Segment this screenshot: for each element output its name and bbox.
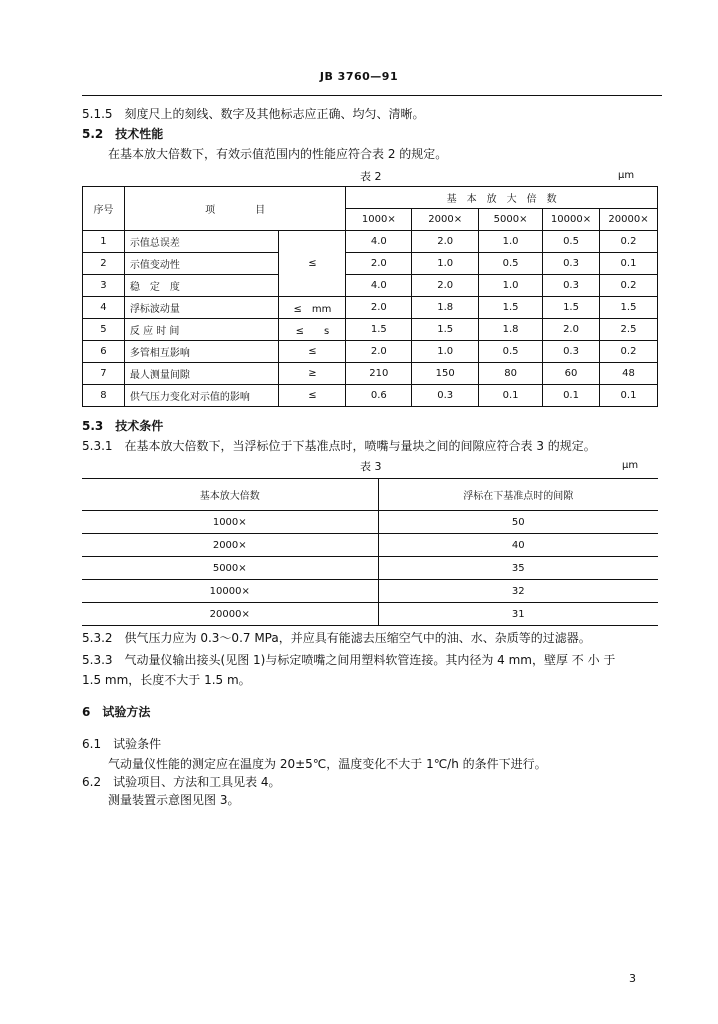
cell-value: 0.2 [599, 341, 657, 363]
table-row [83, 319, 658, 341]
table-row [83, 363, 658, 385]
cell-mag: 10000× [82, 580, 378, 603]
table-row [82, 603, 658, 626]
table2-unit: μm [618, 170, 635, 181]
cell-value: 0.6 [346, 385, 412, 407]
cell-value: 2.0 [543, 319, 600, 341]
table3-caption: 表 3 [360, 460, 382, 473]
cell-mag: 2000× [82, 534, 378, 557]
table-row [82, 534, 658, 557]
cell-value: 0.1 [543, 385, 600, 407]
row-item: 稳 定 度 [124, 275, 279, 297]
clause-5-1-5: 5.1.5 刻度尺上的刻线、数字及其他标志应正确、均匀、清晰。 [82, 107, 425, 121]
cell-value: 1.5 [599, 297, 657, 319]
row-symbol: ≥ [279, 363, 346, 385]
table3-unit: μm [622, 460, 639, 471]
table-row [82, 557, 658, 580]
table-row [83, 231, 658, 253]
table-row [83, 385, 658, 407]
cell-value: 2.0 [346, 297, 412, 319]
row-no: 8 [83, 385, 125, 407]
table3-header-mag: 基本放大倍数 [82, 479, 378, 511]
row-symbol: ≤ s [279, 319, 346, 341]
cell-value: 0.1 [599, 253, 657, 275]
cell-value: 210 [346, 363, 412, 385]
table2-header-no: 序号 [83, 187, 125, 231]
row-no: 4 [83, 297, 125, 319]
clause-6-2-title: 6.2 试验项目、方法和工具见表 4。 [82, 775, 281, 789]
table-row [83, 253, 658, 275]
cell-value: 1.0 [412, 253, 479, 275]
row-symbol: ≤ [279, 341, 346, 363]
table2-header-mag: 2000× [412, 209, 479, 231]
row-item: 最人测量间隙 [124, 363, 279, 385]
cell-value: 2.0 [412, 275, 479, 297]
row-item: 浮标波动量 [124, 297, 279, 319]
row-item: 供气压力变化对示值的影响 [124, 385, 279, 407]
table2-header-group: 基 本 放 大 倍 数 [346, 187, 658, 209]
cell-value: 0.3 [543, 341, 600, 363]
row-no: 3 [83, 275, 125, 297]
row-item: 示值总误差 [124, 231, 279, 253]
table2-header-mag: 10000× [543, 209, 600, 231]
table-row [82, 511, 658, 534]
cell-value: 1.5 [543, 297, 600, 319]
cell-value: 1.8 [412, 297, 479, 319]
row-symbol: ≤ mm [279, 297, 346, 319]
table2-header-mag: 1000× [346, 209, 412, 231]
table-row [83, 341, 658, 363]
cell-value: 80 [479, 363, 543, 385]
table-row [83, 275, 658, 297]
cell-value: 2.0 [346, 253, 412, 275]
table2-header-item: 项 目 [124, 187, 345, 231]
cell-value: 48 [599, 363, 657, 385]
row-item: 多管相互影响 [124, 341, 279, 363]
cell-mag: 1000× [82, 511, 378, 534]
cell-value: 0.3 [543, 275, 600, 297]
table2-header-mag: 5000× [479, 209, 543, 231]
cell-value: 0.1 [479, 385, 543, 407]
cell-value: 0.5 [543, 231, 600, 253]
row-no: 1 [83, 231, 125, 253]
page-number: 3 [629, 972, 636, 985]
cell-value: 2.5 [599, 319, 657, 341]
clause-6-1-title: 6.1 试验条件 [82, 737, 162, 751]
cell-value: 2.0 [412, 231, 479, 253]
cell-value: 1.0 [412, 341, 479, 363]
cell-value: 0.5 [479, 341, 543, 363]
cell-gap: 32 [378, 580, 658, 603]
cell-value: 0.3 [543, 253, 600, 275]
clause-5-3-1: 5.3.1 在基本放大倍数下，当浮标位于下基准点时，喷嘴与量块之间的间隙应符合表 3 的规定。 [82, 439, 596, 453]
cell-value: 1.5 [346, 319, 412, 341]
row-item: 反 应 时 间 [124, 319, 279, 341]
table-row [82, 580, 658, 603]
row-no: 2 [83, 253, 125, 275]
cell-mag: 5000× [82, 557, 378, 580]
cell-value: 4.0 [346, 231, 412, 253]
row-symbol: ≤ [279, 385, 346, 407]
cell-value: 0.1 [599, 385, 657, 407]
clause-6-1-body: 气动量仪性能的测定应在温度为 20±5℃，温度变化不大于 1℃/h 的条件下进行。 [108, 757, 547, 771]
row-no: 6 [83, 341, 125, 363]
row-item: 示值变动性 [124, 253, 279, 275]
document-header: JB 3760—91 [319, 70, 399, 83]
cell-mag: 20000× [82, 603, 378, 626]
cell-value: 1.8 [479, 319, 543, 341]
cell-value: 0.2 [599, 231, 657, 253]
table3-header-gap: 浮标在下基准点时的间隙 [378, 479, 658, 511]
clause-6-2-body: 测量装置示意图见图 3。 [108, 793, 240, 807]
cell-value: 0.5 [479, 253, 543, 275]
cell-value: 150 [412, 363, 479, 385]
cell-value: 4.0 [346, 275, 412, 297]
section-6-title: 6 试验方法 [82, 705, 151, 719]
table-row [83, 297, 658, 319]
row-symbol: ≤ [279, 231, 346, 297]
section-5-2-body: 在基本放大倍数下，有效示值范围内的性能应符合表 2 的规定。 [108, 147, 448, 161]
cell-value: 1.0 [479, 275, 543, 297]
cell-value: 0.2 [599, 275, 657, 297]
table2-header-mag: 20000× [599, 209, 657, 231]
section-5-2-title: 5.2 技术性能 [82, 127, 164, 141]
cell-value: 60 [543, 363, 600, 385]
row-no: 5 [83, 319, 125, 341]
table2 [82, 186, 658, 407]
cell-value: 0.3 [412, 385, 479, 407]
cell-value: 1.0 [479, 231, 543, 253]
cell-gap: 31 [378, 603, 658, 626]
clause-5-3-3-line1: 5.3.3 气动量仪输出接头(见图 1)与标定喷嘴之间用塑料软管连接。其内径为 4 mm，壁厚 不 小 于 [82, 653, 616, 667]
row-no: 7 [83, 363, 125, 385]
header-rule [82, 95, 662, 96]
clause-5-3-3-line2: 1.5 mm，长度不大于 1.5 m。 [82, 673, 251, 687]
cell-gap: 35 [378, 557, 658, 580]
cell-value: 1.5 [412, 319, 479, 341]
cell-gap: 40 [378, 534, 658, 557]
table3 [82, 478, 658, 626]
cell-value: 1.5 [479, 297, 543, 319]
clause-5-3-2: 5.3.2 供气压力应为 0.3～0.7 MPa，并应具有能滤去压缩空气中的油、水、杂质等的过滤器。 [82, 631, 591, 645]
section-5-3-title: 5.3 技术条件 [82, 419, 164, 433]
table2-caption: 表 2 [360, 170, 382, 183]
cell-gap: 50 [378, 511, 658, 534]
cell-value: 2.0 [346, 341, 412, 363]
